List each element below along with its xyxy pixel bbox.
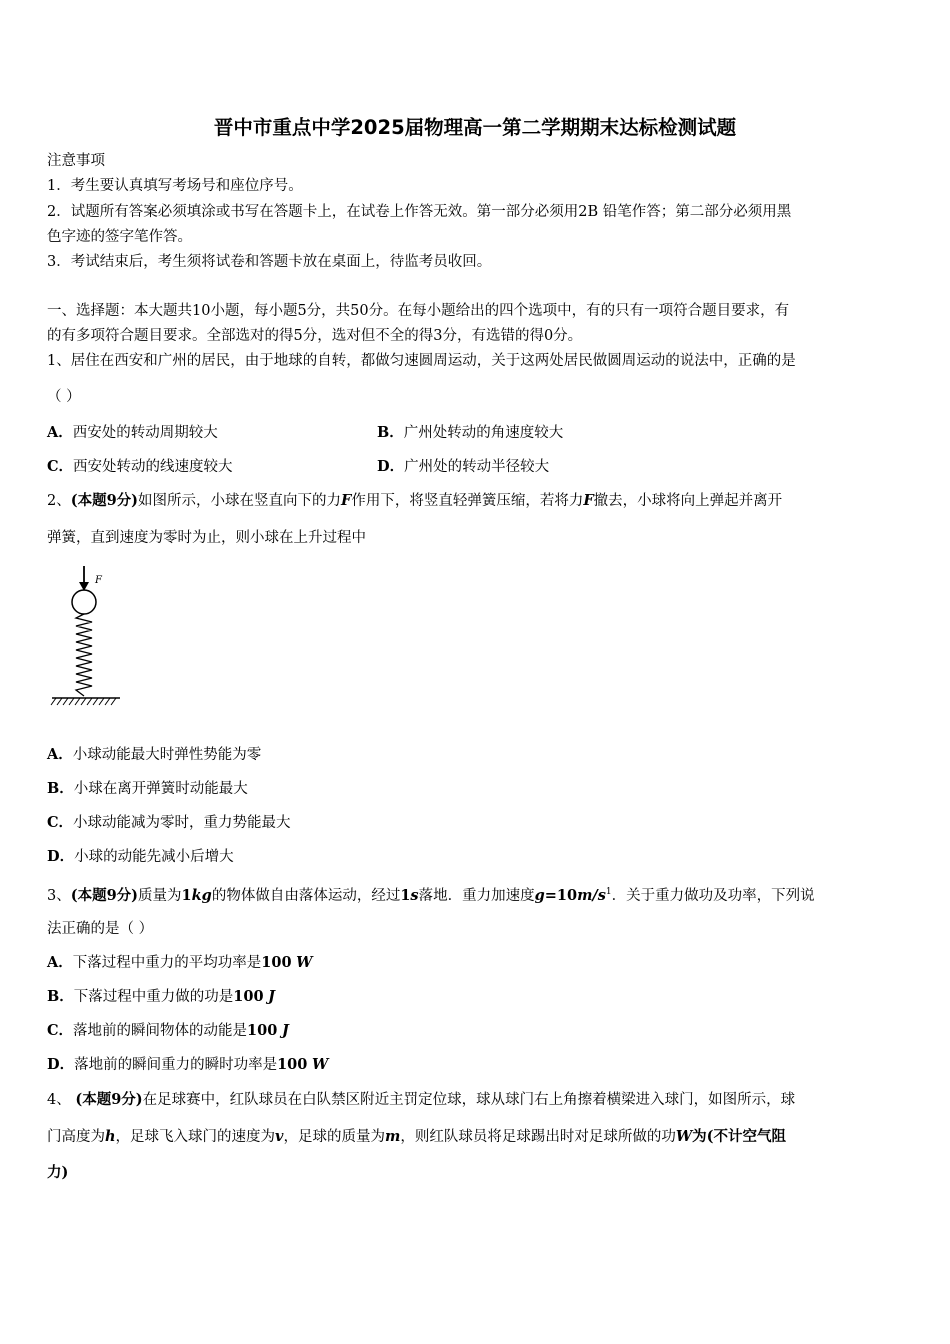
q4-text-2c: ，足球的质量为 (283, 1129, 385, 1145)
q4-stem-line3: 力) (47, 1164, 69, 1181)
q3-option-a-unit: W (296, 954, 313, 971)
section1-intro-line2: 的有多项符合题目要求。全部选对的得5分，选对但不全的得3分，有选错的得0分。 (47, 328, 583, 344)
q2-force-symbol: F (341, 492, 352, 509)
ball (72, 590, 96, 614)
q4-h-symbol: h (105, 1128, 116, 1145)
q3-option-d-text: 落地前的瞬间重力的瞬时功率是 (74, 1057, 278, 1073)
q3-option-c (47, 1021, 289, 1041)
q2-option-d-letter: D． (47, 848, 75, 865)
ground-hatching (51, 698, 116, 705)
q2-points: (本题9分) (70, 492, 139, 509)
spring (76, 614, 92, 696)
q4-text-2d: ，则红队球员将足球踢出时对足球所做的功 (400, 1129, 676, 1145)
q2-option-c (47, 813, 291, 833)
notice-item-2: 2．试题所有答案必须填涂或书写在答题卡上，在试卷上作答无效。第一部分必须用2B 铅笔作答；第二部分必须用黑 (47, 204, 792, 220)
q1-option-b-text: 广州处转动的角速度较大 (403, 425, 564, 441)
q3-mass-unit: kg (191, 886, 212, 904)
q2-option-b (47, 779, 248, 799)
q2-text-3: 撤去，小球将向上弹起并离开 (593, 493, 783, 509)
q2-option-a-text: 小球动能最大时弹性势能为零 (72, 747, 262, 763)
q1-option-d (377, 457, 549, 477)
q3-text-1: 质量为 (138, 887, 182, 904)
q3-g-exponent: 1 (605, 887, 612, 897)
q3-option-c-value: 100 (247, 1022, 278, 1039)
q3-option-b-value: 100 (233, 988, 264, 1005)
q1-option-a (47, 423, 218, 443)
q3-option-a-text: 下落过程中重力的平均功率是 (72, 955, 262, 971)
q4-stem-line1 (47, 1090, 907, 1110)
q2-option-a (47, 745, 261, 765)
q3-time-unit: s (410, 886, 419, 904)
q1-option-b-letter: B． (377, 424, 404, 441)
q3-option-d-unit: W (311, 1056, 329, 1073)
q3-time-value: 1 (400, 886, 411, 904)
q4-stem-line2 (47, 1127, 907, 1147)
force-label: F (95, 575, 102, 586)
q3-stem-line2: 法正确的是（ ） (47, 921, 154, 937)
q2-number: 2、 (47, 493, 71, 509)
q1-option-a-letter: A． (47, 424, 73, 441)
q1-option-c (47, 457, 233, 477)
notice-item-1: 1．考生要认真填写考场号和座位序号。 (47, 178, 303, 194)
q2-option-a-letter: A． (47, 746, 73, 763)
q3-text-4: ．关于重力做功及功率，下列说 (611, 887, 815, 904)
q2-text-1: 如图所示，小球在竖直向下的力 (138, 493, 342, 509)
q4-v-symbol: v (275, 1128, 284, 1145)
q3-g-symbol: g (534, 886, 545, 904)
q3-option-c-text: 落地前的瞬间物体的动能是 (73, 1023, 248, 1039)
q3-option-c-letter: C． (47, 1022, 74, 1039)
q3-option-d-value: 100 (277, 1056, 308, 1073)
q4-text-2b: ，足球飞入球门的速度为 (115, 1129, 276, 1145)
notice-item-2-cont: 色字迹的签字笔作答。 (47, 229, 192, 245)
notice-item-3: 3．考试结束后，考生须将试卷和答题卡放在桌面上，待监考员收回。 (47, 254, 492, 270)
notice-heading: 注意事项 (47, 153, 105, 169)
q3-option-b (47, 987, 275, 1007)
q3-mass-value: 1 (181, 886, 192, 904)
q4-w-symbol: W (675, 1128, 693, 1145)
q2-text-2: 作用下，将竖直轻弹簧压缩，若将力 (351, 493, 584, 509)
q2-force-symbol-2: F (583, 492, 594, 509)
q3-points: (本题9分) (70, 886, 139, 904)
q4-text-2e: 为(不计空气阻 (692, 1128, 786, 1145)
page-title: 晋中市重点中学2025届物理高一第二学期期末达标检测试题 (213, 116, 737, 139)
q4-text-1: 在足球赛中，红队球员在白队禁区附近主罚定位球，球从球门右上角擦着横梁进入球门，如图所示，球 (142, 1092, 796, 1108)
q1-option-d-text: 广州处的转动半径较大 (404, 459, 550, 475)
q1-option-a-text: 西安处的转动周期较大 (72, 425, 218, 441)
q1-option-c-letter: C． (47, 458, 74, 475)
q3-option-d-letter: D． (47, 1056, 75, 1073)
q1-option-b (377, 423, 563, 443)
q3-option-b-text: 下落过程中重力做的功是 (73, 989, 234, 1005)
q3-option-a (47, 953, 312, 973)
q3-stem-line1 (47, 882, 907, 906)
q3-option-a-value: 100 (261, 954, 292, 971)
q3-option-b-unit: J (268, 988, 276, 1005)
q2-option-d (47, 847, 234, 867)
q1-stem-line2: （ ） (47, 389, 81, 405)
q3-g-unit: m/s (577, 886, 606, 904)
q1-option-d-letter: D． (377, 458, 405, 475)
spring-ball-figure (46, 562, 126, 714)
q2-option-d-text: 小球的动能先减小后增大 (74, 849, 234, 865)
q2-stem-line1 (47, 491, 907, 511)
q1-option-c-text: 西安处转动的线速度较大 (73, 459, 233, 475)
q3-text-3: 落地．重力加速度 (418, 887, 535, 904)
q2-option-b-text: 小球在离开弹簧时动能最大 (73, 781, 248, 797)
q3-option-c-unit: J (281, 1022, 289, 1039)
q4-points: (本题9分) (75, 1091, 143, 1108)
q4-text-2a: 门高度为 (47, 1129, 105, 1145)
q2-option-c-letter: C． (47, 814, 74, 831)
q3-option-a-letter: A． (47, 954, 73, 971)
q3-number: 3、 (47, 887, 71, 904)
section1-intro-line1: 一、选择题：本大题共10小题，每小题5分，共50分。在每小题给出的四个选项中，有的只有一项符合题目要求，有 (47, 303, 790, 319)
q4-number: 4、 (47, 1092, 71, 1108)
q2-option-b-letter: B． (47, 780, 74, 797)
q3-option-b-letter: B． (47, 988, 74, 1005)
q3-text-2: 的物体做自由落体运动，经过 (211, 887, 401, 904)
q3-option-d (47, 1055, 328, 1075)
q3-g-value: =10 (544, 886, 578, 904)
q2-stem-line2: 弹簧，直到速度为零时为止，则小球在上升过程中 (47, 530, 366, 546)
q2-option-c-text: 小球动能减为零时，重力势能最大 (73, 815, 291, 831)
q4-m-symbol: m (384, 1128, 401, 1145)
q1-stem-line1: 1、居住在西安和广州的居民，由于地球的自转，都做匀速圆周运动，关于这两处居民做圆周运动的说法中，正确的是 (47, 353, 796, 369)
